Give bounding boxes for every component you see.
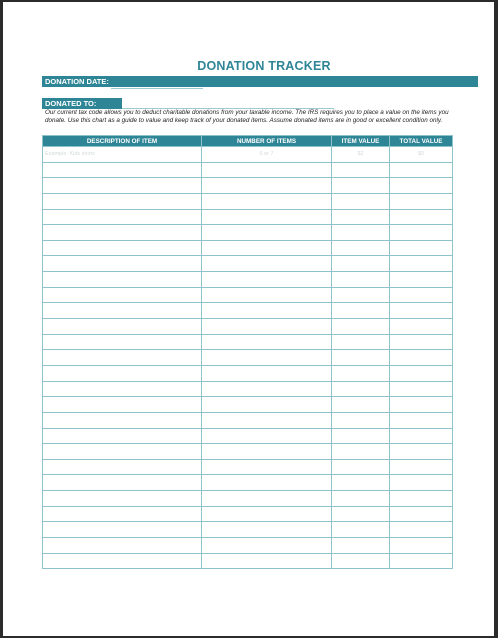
table-cell[interactable] <box>202 428 332 444</box>
table-cell[interactable] <box>332 319 390 335</box>
table-cell[interactable] <box>43 397 202 413</box>
table-cell[interactable] <box>390 319 453 335</box>
table-cell[interactable] <box>390 491 453 507</box>
table-cell[interactable] <box>202 193 332 209</box>
table-cell[interactable] <box>390 334 453 350</box>
table-cell[interactable] <box>202 365 332 381</box>
table-cell[interactable] <box>390 209 453 225</box>
example-item-value-cell[interactable]: $2 <box>332 147 390 163</box>
table-row <box>43 334 453 350</box>
table-cell[interactable] <box>390 256 453 272</box>
table-cell[interactable] <box>43 272 202 288</box>
table-row <box>43 178 453 194</box>
table-cell[interactable] <box>332 381 390 397</box>
table-cell[interactable] <box>43 381 202 397</box>
table-row <box>43 412 453 428</box>
table-cell[interactable] <box>43 209 202 225</box>
table-row <box>43 209 453 225</box>
table-cell[interactable] <box>390 303 453 319</box>
table-row <box>43 272 453 288</box>
column-header-number: NUMBER OF ITEMS <box>202 136 332 147</box>
table-cell[interactable] <box>202 412 332 428</box>
table-cell[interactable] <box>43 303 202 319</box>
table-cell[interactable] <box>43 350 202 366</box>
table-cell[interactable] <box>43 506 202 522</box>
table-cell[interactable] <box>390 522 453 538</box>
table-cell[interactable] <box>332 350 390 366</box>
table-row <box>43 459 453 475</box>
table-row <box>43 428 453 444</box>
table-cell[interactable] <box>332 522 390 538</box>
table-cell[interactable] <box>202 381 332 397</box>
table-cell[interactable] <box>202 256 332 272</box>
example-description-cell[interactable]: Example: Kids shirts <box>43 147 202 163</box>
table-cell[interactable] <box>202 397 332 413</box>
example-total-value-cell[interactable]: $0 <box>390 147 453 163</box>
donated-to-bar <box>42 98 122 109</box>
table-cell[interactable] <box>390 178 453 194</box>
table-cell[interactable] <box>202 506 332 522</box>
table-row <box>43 240 453 256</box>
table-cell[interactable] <box>332 287 390 303</box>
table-cell[interactable] <box>332 303 390 319</box>
table-cell[interactable] <box>43 162 202 178</box>
table-cell[interactable] <box>202 240 332 256</box>
table-row <box>43 506 453 522</box>
table-row <box>43 444 453 460</box>
table-header-row <box>43 136 453 147</box>
table-cell[interactable] <box>43 334 202 350</box>
table-cell[interactable] <box>332 506 390 522</box>
donation-date-bar <box>42 76 478 87</box>
table-cell[interactable] <box>202 350 332 366</box>
table-row-example <box>43 147 453 163</box>
table-cell[interactable] <box>202 522 332 538</box>
table-row <box>43 397 453 413</box>
table-row <box>43 287 453 303</box>
table-cell[interactable] <box>332 240 390 256</box>
table-cell[interactable] <box>332 459 390 475</box>
table-row <box>43 538 453 554</box>
table-row <box>43 193 453 209</box>
table-row <box>43 303 453 319</box>
table-cell[interactable] <box>390 365 453 381</box>
table-row <box>43 256 453 272</box>
table-cell[interactable] <box>43 365 202 381</box>
table-cell[interactable] <box>202 225 332 241</box>
tax-note: Our current tax code allows you to deduct charitable donations from your taxable income. The IRS requires you to place a value on the items you donate. Use this chart as a guide to value and keep track of your donated items. Assume donated items are in good or excellent condition only. <box>45 109 449 124</box>
column-header-total-value: TOTAL VALUE <box>390 136 453 147</box>
table-cell[interactable] <box>43 225 202 241</box>
page-title: DONATION TRACKER <box>197 59 331 73</box>
table-row <box>43 381 453 397</box>
table-cell[interactable] <box>390 381 453 397</box>
table-cell[interactable] <box>202 303 332 319</box>
example-number-cell[interactable]: 6 or 7 <box>202 147 332 163</box>
table-cell[interactable] <box>202 162 332 178</box>
table-cell[interactable] <box>202 491 332 507</box>
table-cell[interactable] <box>390 240 453 256</box>
table-cell[interactable] <box>202 553 332 569</box>
table-cell[interactable] <box>202 538 332 554</box>
table-cell[interactable] <box>202 459 332 475</box>
table-row <box>43 553 453 569</box>
table-cell[interactable] <box>332 428 390 444</box>
column-header-item-value: ITEM VALUE <box>332 136 390 147</box>
donated-to-label: DONATED TO: <box>45 99 97 108</box>
table-cell[interactable] <box>390 412 453 428</box>
table-cell[interactable] <box>43 459 202 475</box>
table-cell[interactable] <box>332 444 390 460</box>
table-cell[interactable] <box>43 193 202 209</box>
table-cell[interactable] <box>43 256 202 272</box>
table-cell[interactable] <box>332 209 390 225</box>
table-cell[interactable] <box>332 272 390 288</box>
table-row <box>43 475 453 491</box>
table-cell[interactable] <box>202 209 332 225</box>
table-cell[interactable] <box>202 287 332 303</box>
table-cell[interactable] <box>43 538 202 554</box>
table-cell[interactable] <box>390 553 453 569</box>
table-cell[interactable] <box>390 162 453 178</box>
table-cell[interactable] <box>390 397 453 413</box>
column-header-description: DESCRIPTION OF ITEM <box>43 136 202 147</box>
table-cell[interactable] <box>390 193 453 209</box>
table-cell[interactable] <box>202 319 332 335</box>
table-cell[interactable] <box>390 459 453 475</box>
table-cell[interactable] <box>43 522 202 538</box>
table-cell[interactable] <box>332 397 390 413</box>
donation-date-field[interactable] <box>111 88 203 89</box>
table-cell[interactable] <box>43 287 202 303</box>
table-cell[interactable] <box>390 506 453 522</box>
table-cell[interactable] <box>390 350 453 366</box>
donation-date-label: DONATION DATE: <box>45 77 109 86</box>
table-cell[interactable] <box>390 287 453 303</box>
table-cell[interactable] <box>43 444 202 460</box>
table-cell[interactable] <box>43 319 202 335</box>
table-cell[interactable] <box>332 225 390 241</box>
table-cell[interactable] <box>43 553 202 569</box>
table-row <box>43 162 453 178</box>
table-cell[interactable] <box>332 475 390 491</box>
table-row <box>43 491 453 507</box>
donation-table <box>42 135 453 569</box>
table-cell[interactable] <box>43 491 202 507</box>
table-cell[interactable] <box>390 444 453 460</box>
table-cell[interactable] <box>390 428 453 444</box>
table-cell[interactable] <box>43 428 202 444</box>
table-cell[interactable] <box>202 475 332 491</box>
table-row <box>43 225 453 241</box>
table-cell[interactable] <box>43 178 202 194</box>
table-cell[interactable] <box>332 162 390 178</box>
table-row <box>43 350 453 366</box>
table-cell[interactable] <box>332 334 390 350</box>
table-cell[interactable] <box>390 475 453 491</box>
table-cell[interactable] <box>390 272 453 288</box>
table-cell[interactable] <box>332 491 390 507</box>
document-page <box>3 2 494 636</box>
table-cell[interactable] <box>202 272 332 288</box>
table-cell[interactable] <box>43 240 202 256</box>
table-cell[interactable] <box>332 553 390 569</box>
table-cell[interactable] <box>332 256 390 272</box>
table-cell[interactable] <box>332 538 390 554</box>
table-cell[interactable] <box>332 365 390 381</box>
table-cell[interactable] <box>202 334 332 350</box>
table-cell[interactable] <box>332 193 390 209</box>
table-cell[interactable] <box>43 475 202 491</box>
table-cell[interactable] <box>332 412 390 428</box>
table-cell[interactable] <box>202 444 332 460</box>
table-cell[interactable] <box>43 412 202 428</box>
table-row <box>43 319 453 335</box>
table-row <box>43 365 453 381</box>
table-cell[interactable] <box>390 225 453 241</box>
table-cell[interactable] <box>332 178 390 194</box>
table-cell[interactable] <box>202 178 332 194</box>
table-cell[interactable] <box>390 538 453 554</box>
table-row <box>43 522 453 538</box>
